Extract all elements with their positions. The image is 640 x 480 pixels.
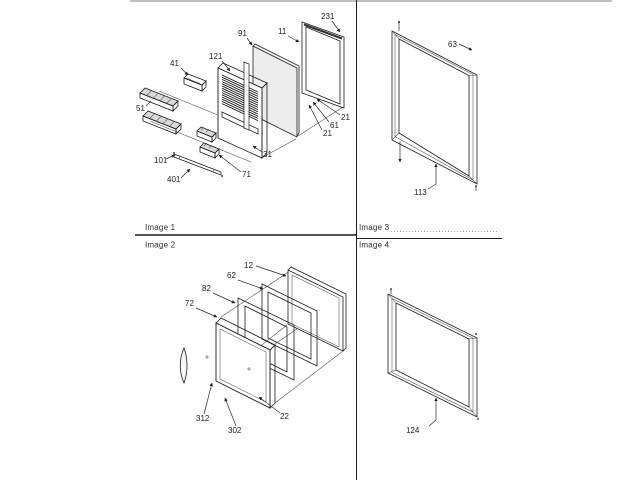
- caption-image-3: Image 3: [359, 223, 390, 232]
- callout-31: 31: [263, 150, 272, 159]
- outer-door-panel: [302, 22, 344, 108]
- callout-121: 121: [209, 52, 223, 61]
- shelf-bin-parts: [140, 88, 181, 134]
- image1-exploded-door-drawing: [136, 12, 350, 232]
- frame-corner-miters: [392, 31, 477, 184]
- callout-61: 61: [330, 121, 339, 130]
- caption-image-1: Image 1: [145, 223, 176, 232]
- callout-22: 22: [280, 412, 289, 421]
- side-trim-part: [180, 348, 187, 383]
- frame4-screw-pins: [390, 288, 479, 420]
- callout-12: 12: [244, 261, 253, 270]
- callout-21-upper: 21: [341, 113, 350, 122]
- callout-401: 401: [167, 175, 181, 184]
- frame4-inner-edge: [396, 303, 469, 407]
- bracket-part: [184, 74, 206, 91]
- callout-231: 231: [321, 12, 335, 21]
- callout-101: 101: [154, 156, 168, 165]
- callout-21-lower: 21: [323, 129, 332, 138]
- callout-41: 41: [170, 59, 179, 68]
- image2-exploded-door-drawing: [145, 241, 346, 436]
- image3-frame-drawing: [359, 21, 477, 232]
- callout-51: 51: [136, 104, 145, 113]
- callout-113: 113: [414, 188, 427, 197]
- frame-outer-edge: [392, 31, 477, 184]
- callout-124: 124: [406, 426, 420, 435]
- callout-91: 91: [238, 29, 247, 38]
- callout-82: 82: [202, 284, 211, 293]
- leader-63: [459, 44, 472, 50]
- hinge-block-parts: [197, 127, 219, 158]
- callout-72: 72: [185, 299, 194, 308]
- caption-image-4: Image 4: [359, 240, 390, 250]
- callout-312: 312: [196, 414, 210, 423]
- door-center-strip: [244, 62, 249, 130]
- callout-62: 62: [227, 271, 236, 280]
- callout-71: 71: [242, 170, 251, 179]
- callout-302: 302: [228, 426, 242, 435]
- frame-inner-edge: [399, 39, 469, 176]
- frame4-corner-miters: [388, 294, 477, 417]
- callout-63: 63: [448, 40, 457, 49]
- freezer-door-panel: [205, 318, 275, 408]
- leader-113: [428, 184, 436, 189]
- bottom-rail-part: [173, 152, 223, 177]
- caption-image-2: Image 2: [145, 240, 176, 250]
- frame4-outer-edge: [388, 294, 477, 417]
- callout-11: 11: [278, 27, 287, 36]
- image4-frame-drawing: [359, 241, 479, 436]
- leader-124: [429, 420, 436, 426]
